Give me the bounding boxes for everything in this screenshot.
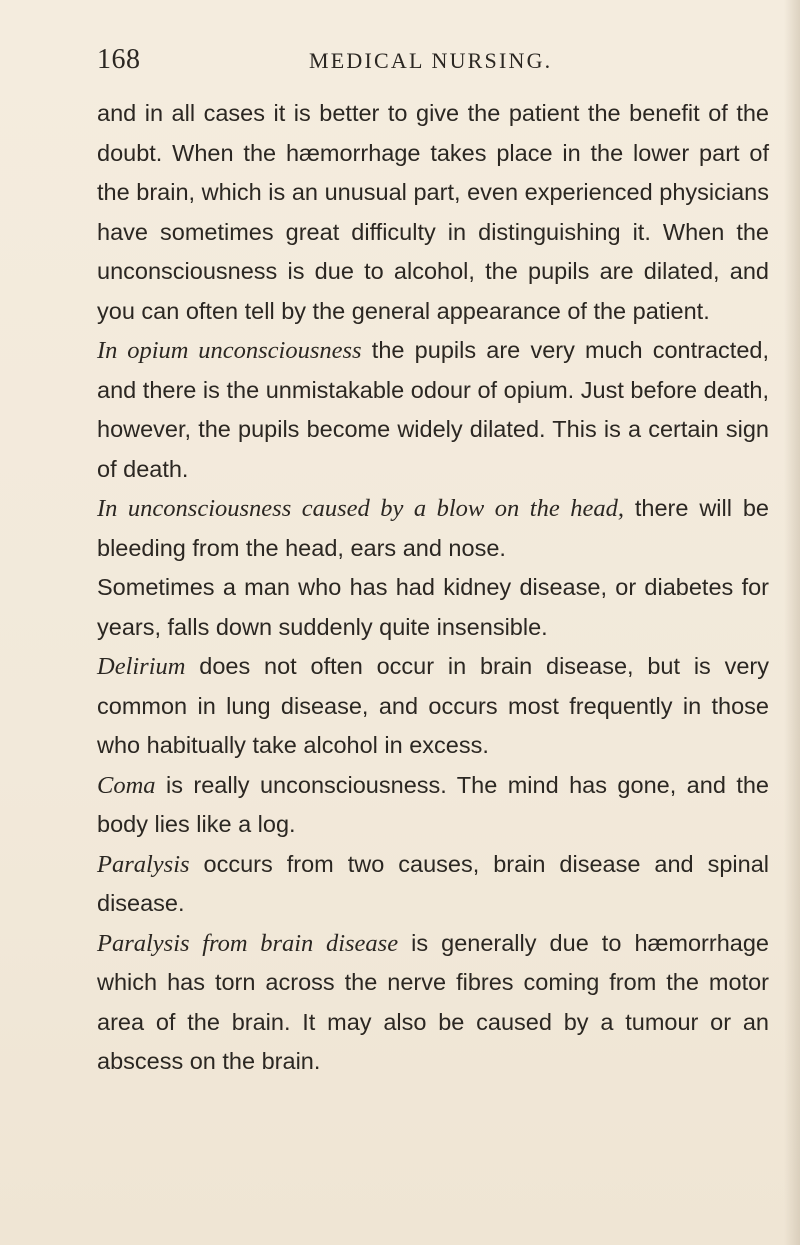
paragraph-text: does not often occur in brain disease, but is very common in lung disease, and occurs most frequently in those who habitually take alcohol in excess. xyxy=(97,653,769,758)
body-text xyxy=(97,94,769,1082)
paragraph-text: Sometimes a man who has had kidney disease, or diabetes for years, falls down suddenly quite insensible. xyxy=(97,574,769,640)
italic-lead: In opium unconsciousness xyxy=(97,337,362,364)
paragraph xyxy=(97,924,769,1082)
paragraph xyxy=(97,766,769,845)
paragraph-text: there will be bleeding from the head, ears and nose. xyxy=(97,495,769,561)
paragraph xyxy=(97,647,769,766)
paragraph xyxy=(97,489,769,568)
paragraph xyxy=(97,331,769,489)
page-header xyxy=(97,44,717,84)
page-edge-shadow xyxy=(784,0,800,1245)
paragraph-text: is really unconsciousness. The mind has gone, and the body lies like a log. xyxy=(97,771,769,837)
paragraph xyxy=(97,568,769,647)
paragraph xyxy=(97,94,769,331)
page-number: 168 xyxy=(97,44,141,75)
paragraph xyxy=(97,845,769,924)
paragraph-text: is generally due to hæmorrhage which has torn across the nerve fibres coming from the motor area of the brain. It may also be caused by a tumour or an abscess on the brain. xyxy=(97,929,769,1074)
running-head: MEDICAL NURSING. xyxy=(309,48,553,73)
italic-lead: In unconsciousness caused by a blow on the head, xyxy=(97,495,624,522)
paragraph-text: occurs from two causes, brain disease and spinal disease. xyxy=(97,850,769,916)
paragraph-text: and in all cases it is better to give the patient the benefit of the doubt. When the hæmorrhage takes place in the lower part of the brain, which is an unusual part, even experienced physicians have sometimes great difficulty in distinguishing it. When the unconsciousness is due to alcohol, the pupils are dilated, and you can often tell by the general appearance of the patient. xyxy=(97,100,769,324)
italic-lead: Paralysis from brain disease xyxy=(97,929,399,957)
paragraph-text: the pupils are very much contracted, and there is the unmistakable odour of opium. Just before death, however, the pupils become widely dilated. This is a certain sign of death. xyxy=(97,337,769,482)
italic-lead: Delirium xyxy=(97,653,186,680)
italic-lead: Paralysis xyxy=(97,850,190,878)
italic-lead: Coma xyxy=(97,771,156,799)
